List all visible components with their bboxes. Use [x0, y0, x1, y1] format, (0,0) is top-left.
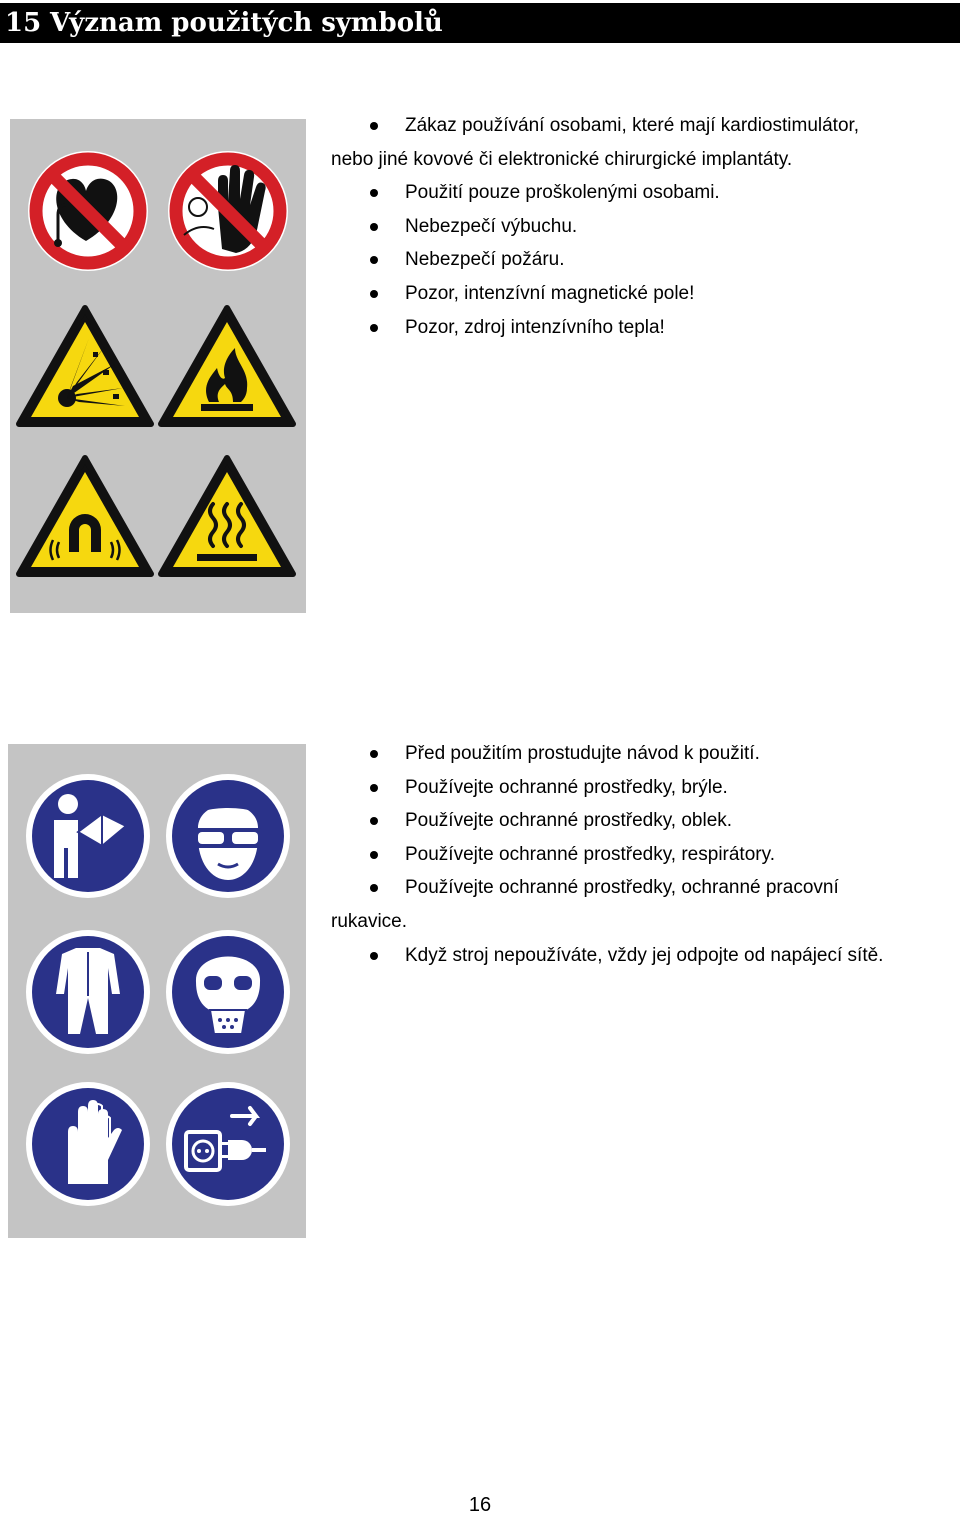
- mandatory-signs-panel: [8, 744, 306, 1238]
- list-item: Když stroj nepoužíváte, vždy jej odpojte od napájecí sítě.: [331, 939, 951, 973]
- section-heading: [0, 3, 960, 43]
- list-item: Před použitím prostudujte návod k použití.: [331, 737, 951, 771]
- section-title: Význam použitých symbolů: [50, 8, 443, 38]
- warning-list: [331, 109, 951, 344]
- respirator-icon: [166, 930, 290, 1054]
- hot-surface-warning-icon: [161, 458, 293, 574]
- protective-suit-icon: [26, 930, 150, 1054]
- list-item: Používejte ochranné prostředky, brýle.: [331, 771, 951, 805]
- list-item: Nebezpečí požáru.: [331, 243, 951, 277]
- list-item: Používejte ochranné prostředky, respirátory.: [331, 838, 951, 872]
- mandatory-list: [331, 737, 951, 972]
- section-number: 15: [5, 8, 42, 38]
- list-item: Zákaz používání osobami, které mají kardiostimulátor, nebo jiné kovové či elektronické chirurgické implantáty.: [331, 109, 951, 176]
- explosion-warning-icon: [19, 308, 151, 424]
- page-number: 16: [468, 1494, 492, 1516]
- list-item: Pozor, intenzívní magnetické pole!: [331, 277, 951, 311]
- list-item: Použití pouze proškolenými osobami.: [331, 176, 951, 210]
- unplug-icon: [166, 1082, 290, 1206]
- fire-warning-icon: [161, 308, 293, 424]
- magnetic-field-warning-icon: [19, 458, 151, 574]
- no-access-unauthorized-icon: [168, 151, 288, 271]
- warning-signs-panel: [10, 119, 306, 613]
- protective-gloves-icon: [26, 1082, 150, 1206]
- list-item: Nebezpečí výbuchu.: [331, 210, 951, 244]
- read-manual-icon: [26, 774, 150, 898]
- no-pacemaker-icon: [28, 151, 148, 271]
- list-item: Pozor, zdroj intenzívního tepla!: [331, 311, 951, 345]
- list-item: Používejte ochranné prostředky, ochranné pracovní rukavice.: [331, 871, 951, 938]
- safety-goggles-icon: [166, 774, 290, 898]
- list-item: Používejte ochranné prostředky, oblek.: [331, 804, 951, 838]
